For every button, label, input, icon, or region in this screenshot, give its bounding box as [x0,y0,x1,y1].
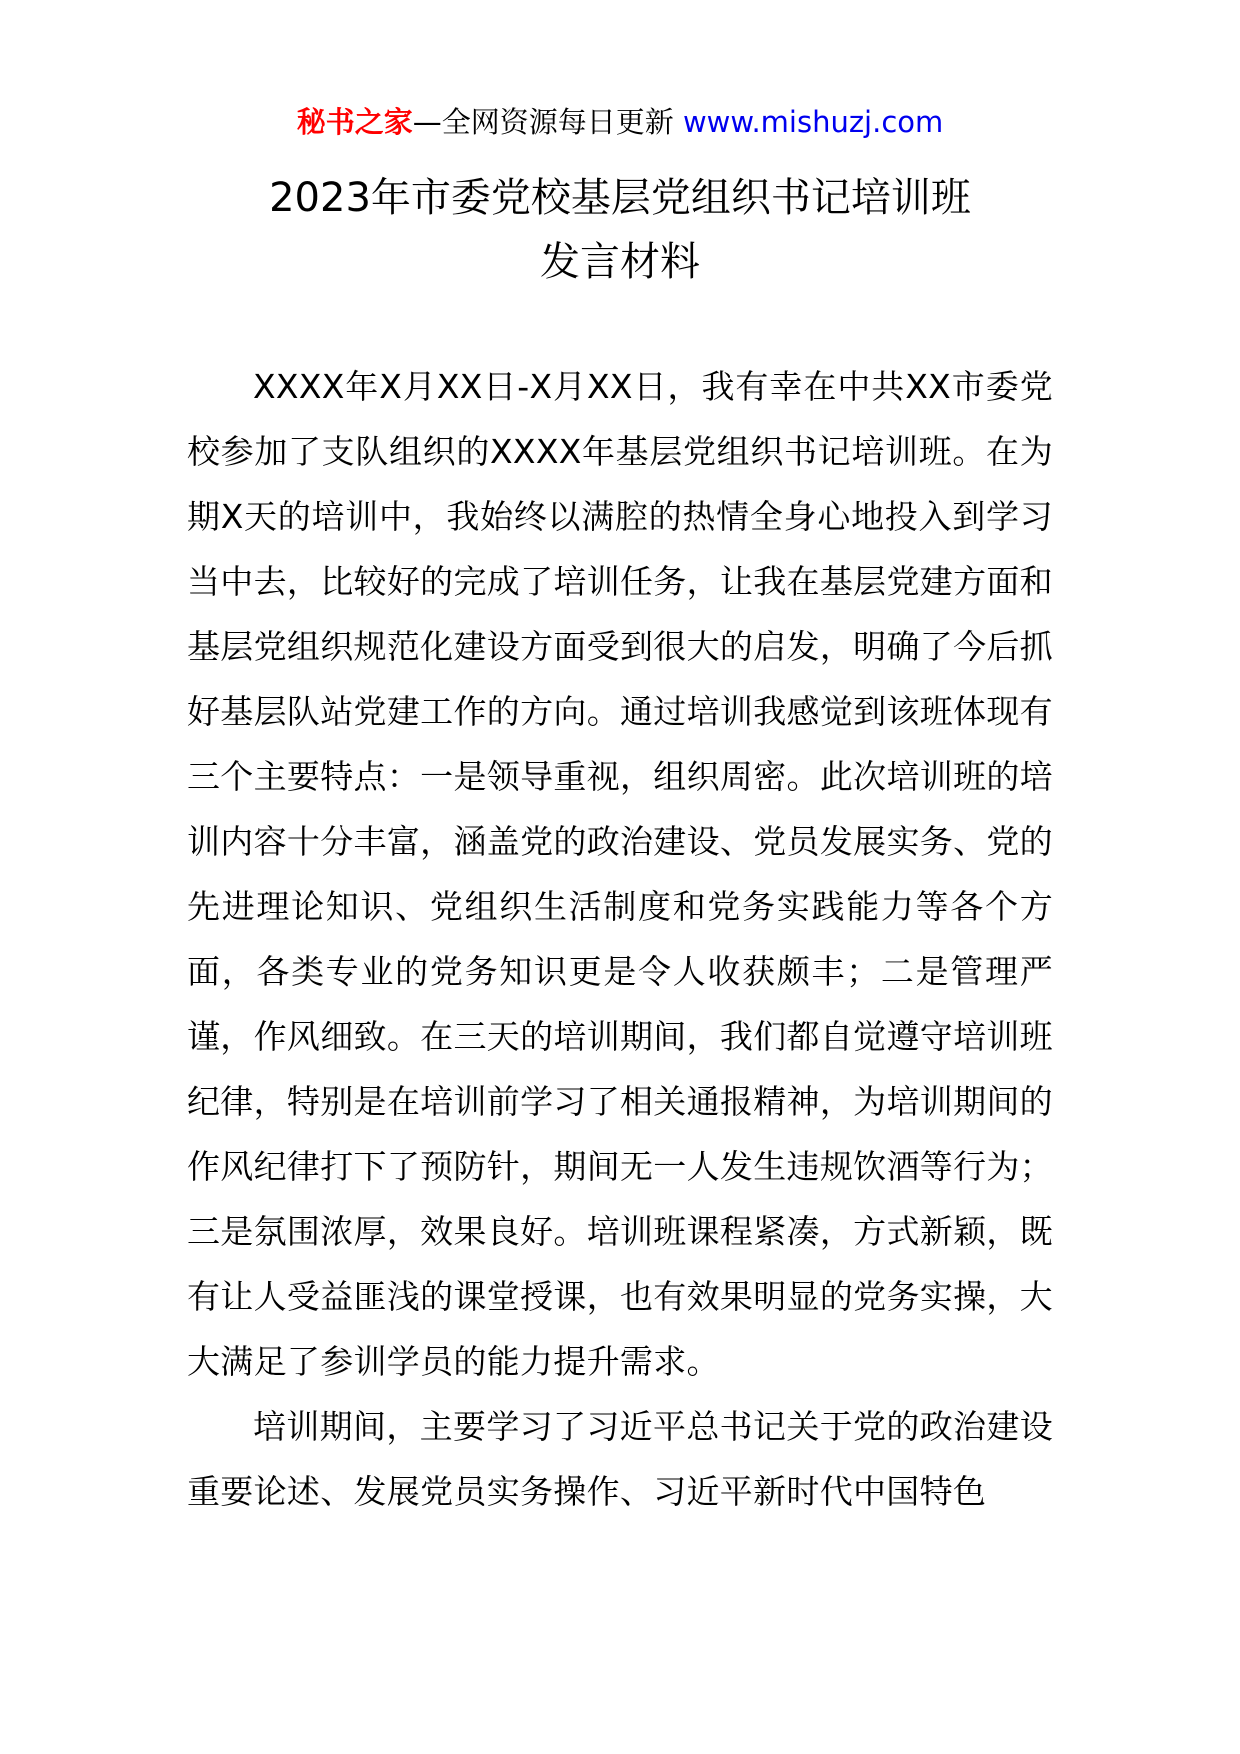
brand-name: 秘书之家 [296,105,413,139]
header-slogan: —全网资源每日更新 [412,105,683,139]
document-title [0,166,1240,294]
site-header [0,102,1240,142]
site-url-link[interactable]: www.mishuzj.com [682,105,944,139]
title-line-1: 2023年市委党校基层党组织书记培训班 [269,175,971,221]
paragraph-2: 培训期间，主要学习了习近平总书记关于党的政治建设重要论述、发展党员实务操作、习近平新时代中国特色 [187,1407,1053,1511]
document-body [187,354,1053,1524]
title-line-2: 发言材料 [540,239,700,285]
paragraph-1: XXXX年X月XX日-X月XX日，我有幸在中共XX市委党校参加了支队组织的XXXX年基层党组织书记培训班。在为期X天的培训中，我始终以满腔的热情全身心地投入到学习当中去，比较好的完成了培训任务，让我在基层党建方面和基层党组织规范化建设方面受到很大的启发，明确了今后抓好基层队站党建工作的方向。通过培训我感觉到该班体现有三个主要特点：一是领导重视，组织周密。此次培训班的培训内容十分丰富，涵盖党的政治建设、党员发展实务、党的先进理论知识、党组织生活制度和党务实践能力等各个方面，各类专业的党务知识更是令人收获颇丰；二是管理严谨，作风细致。在三天的培训期间，我们都自觉遵守培训班纪律，特别是在培训前学习了相关通报精神，为培训期间的作风纪律打下了预防针，期间无一人发生违规饮酒等行为；三是氛围浓厚，效果良好。培训班课程紧凑，方式新颖，既有让人受益匪浅的课堂授课，也有效果明显的党务实操，大大满足了参训学员的能力提升需求。 [187,367,1053,1381]
